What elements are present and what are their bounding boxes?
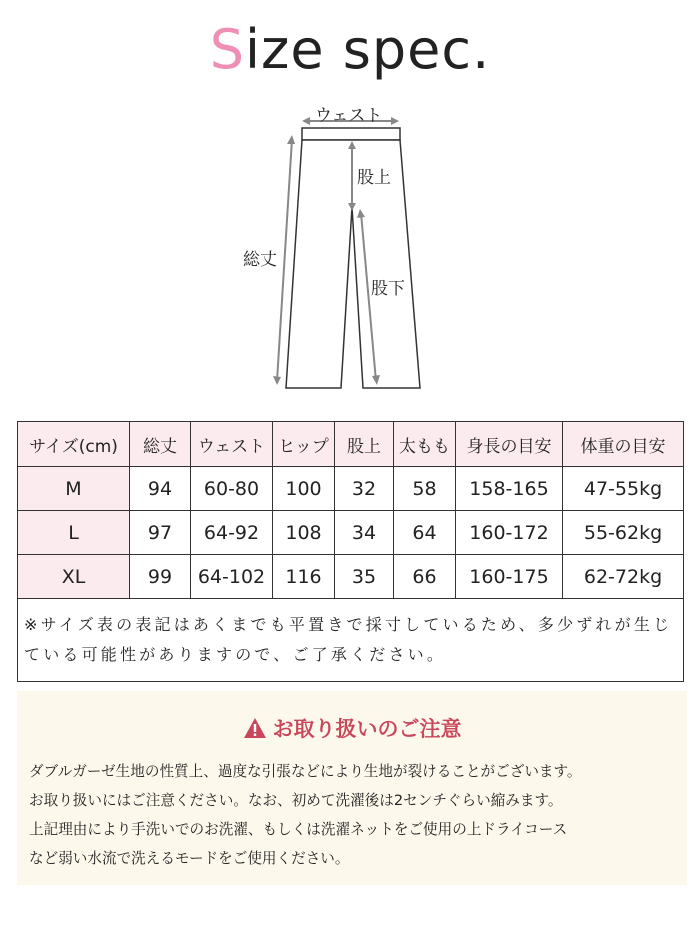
table-row	[18, 467, 684, 511]
table-cell: 100	[273, 467, 335, 511]
caution-line: など弱い水流で洗えるモードをご使用ください。	[29, 850, 350, 867]
pants-illustration	[0, 95, 700, 400]
table-cell: 97	[130, 511, 191, 555]
header-weight-guide: 体重の目安	[563, 422, 684, 467]
table-cell: 160-172	[456, 511, 563, 555]
table-cell: 158-165	[456, 467, 563, 511]
header-length: 総丈	[130, 422, 191, 467]
inseam-label: 股下	[371, 279, 405, 299]
waist-label: ウェスト	[315, 106, 383, 126]
table-cell: 47-55kg	[563, 467, 684, 511]
caution-title: お取り扱いのご注意	[272, 717, 462, 741]
table-cell: 116	[273, 555, 335, 599]
size-cell: XL	[18, 555, 130, 599]
caution-heading	[17, 713, 687, 744]
table-note-row	[18, 599, 684, 682]
table-cell: 94	[130, 467, 191, 511]
caution-line: ダブルガーゼ生地の性質上、過度な引張などにより生地が裂けることがございます。	[29, 763, 582, 780]
table-cell: 58	[394, 467, 456, 511]
title-rest: ize spec.	[245, 18, 491, 81]
header-size: サイズ(cm)	[18, 422, 130, 467]
table-cell: 64-92	[191, 511, 273, 555]
length-label: 総丈	[243, 250, 277, 270]
table-cell: 55-62kg	[563, 511, 684, 555]
size-cell: M	[18, 467, 130, 511]
table-cell: 66	[394, 555, 456, 599]
header-waist: ウェスト	[191, 422, 273, 467]
table-cell: 62-72kg	[563, 555, 684, 599]
table-cell: 35	[335, 555, 394, 599]
size-table	[17, 421, 684, 682]
header-rise: 股上	[335, 422, 394, 467]
caution-box	[17, 691, 687, 885]
table-cell: 34	[335, 511, 394, 555]
rise-label: 股上	[357, 168, 391, 188]
caution-text	[29, 757, 689, 873]
caution-line: お取り扱いにはご注意ください。なお、初めて洗濯後は2センチぐらい縮みます。	[29, 792, 563, 809]
pants-diagram	[0, 95, 700, 400]
table-cell: 64	[394, 511, 456, 555]
table-cell: 60-80	[191, 467, 273, 511]
title-first-letter: S	[209, 18, 246, 81]
header-thigh: 太もも	[394, 422, 456, 467]
table-cell: 64-102	[191, 555, 273, 599]
table-cell: 32	[335, 467, 394, 511]
page-title	[0, 18, 700, 82]
measurement-note: ※サイズ表の表記はあくまでも平置きで採寸しているため、多少ずれが生じている可能性がありますので、ご了承ください。	[18, 599, 684, 682]
table-cell: 108	[273, 511, 335, 555]
header-height-guide: 身長の目安	[456, 422, 563, 467]
table-cell: 160-175	[456, 555, 563, 599]
header-hip: ヒップ	[273, 422, 335, 467]
table-row	[18, 511, 684, 555]
table-row	[18, 555, 684, 599]
warning-icon	[243, 717, 267, 744]
caution-line: 上記理由により手洗いでのお洗濯、もしくは洗濯ネットをご使用の上ドライコース	[29, 821, 568, 838]
table-cell: 99	[130, 555, 191, 599]
table-header-row	[18, 422, 684, 467]
size-cell: L	[18, 511, 130, 555]
